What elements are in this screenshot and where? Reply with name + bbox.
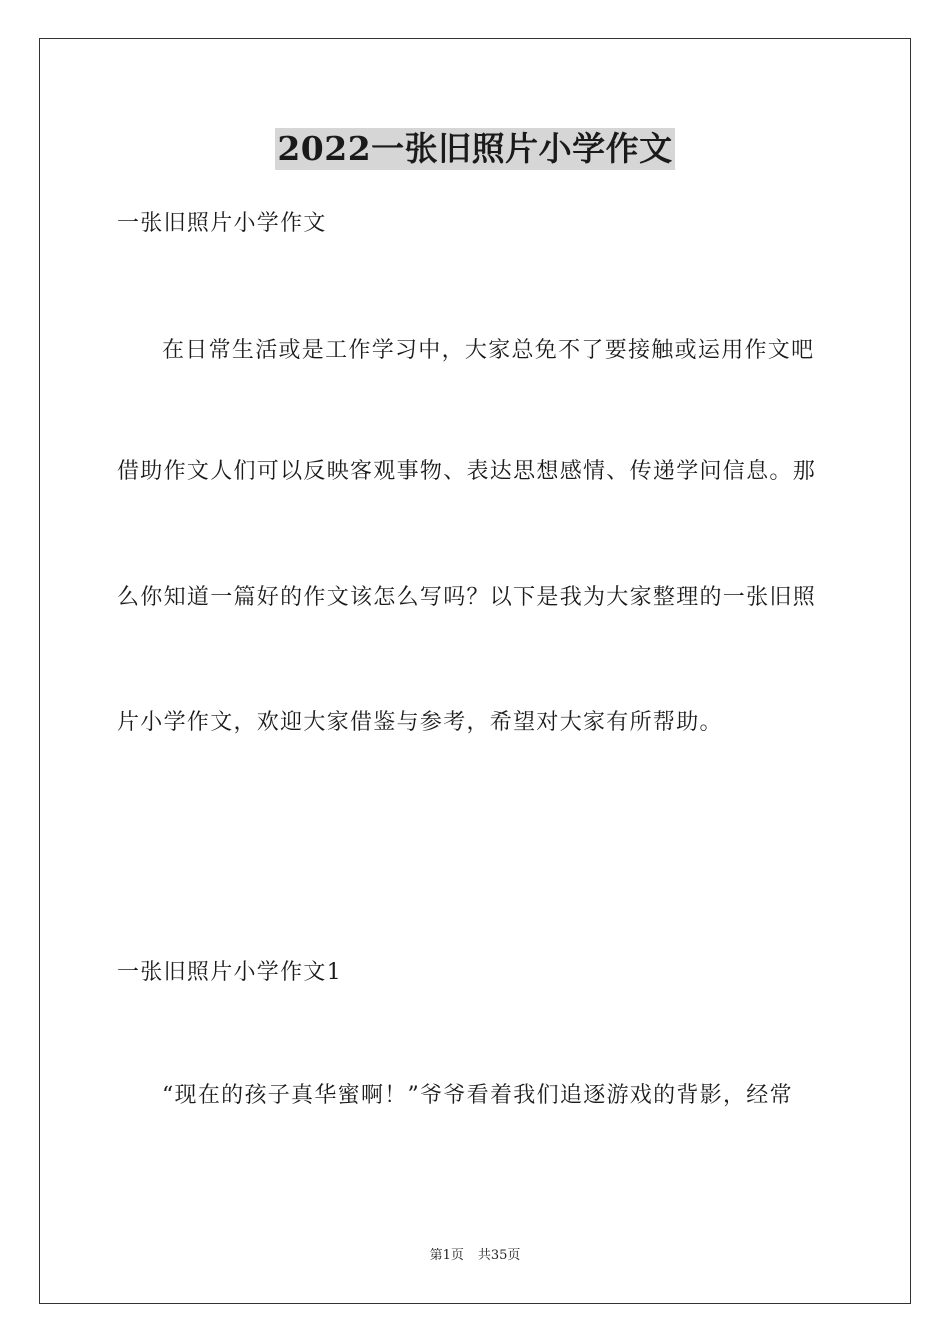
document-subtitle: 一张旧照片小学作文 bbox=[117, 211, 327, 236]
section-paragraph-line: “现在的孩子真华蜜啊！”爷爷看着我们追逐游戏的背影，经常 bbox=[162, 1083, 793, 1108]
intro-paragraph-line: 借助作文人们可以反映客观事物、表达思想感情、传递学问信息。那 bbox=[117, 459, 817, 484]
page-number: 第1页 bbox=[429, 1248, 464, 1263]
section-heading: 一张旧照片小学作文1 bbox=[117, 960, 342, 985]
intro-paragraph-line: 么你知道一篇好的作文该怎么写吗？以下是我为大家整理的一张旧照 bbox=[117, 585, 817, 610]
intro-paragraph-line: 片小学作文，欢迎大家借鉴与参考，希望对大家有所帮助。 bbox=[117, 710, 723, 735]
document-title: 2022一张旧照片小学作文 bbox=[277, 129, 673, 168]
page-footer bbox=[0, 1247, 950, 1265]
page-total: 共35页 bbox=[477, 1248, 521, 1263]
title-container bbox=[0, 128, 950, 170]
intro-paragraph-line: 在日常生活或是工作学习中，大家总免不了要接触或运用作文吧 bbox=[162, 338, 815, 363]
